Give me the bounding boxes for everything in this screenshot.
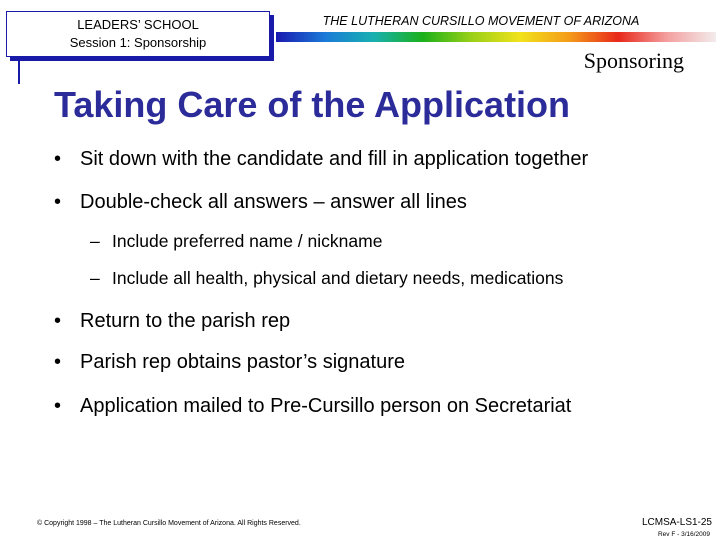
school-session-box (6, 11, 270, 57)
slide-title: Taking Care of the Application (54, 84, 571, 125)
dash-glyph: – (90, 268, 100, 288)
sub-bullet-item (90, 268, 563, 289)
bullet-text: Parish rep obtains pastor’s signature (80, 351, 405, 373)
bullet-glyph: • (54, 395, 62, 417)
bullet-text: Double-check all answers – answer all lines (80, 191, 467, 213)
decorative-rule (18, 60, 20, 84)
sub-bullet-text: Include all health, physical and dietary needs, medications (112, 268, 564, 288)
dash-glyph: – (90, 231, 100, 251)
bullet-glyph: • (54, 351, 62, 373)
bullet-item (54, 191, 467, 214)
bullet-item (54, 148, 588, 171)
rainbow-bar (276, 32, 716, 42)
bullet-glyph: • (54, 310, 62, 332)
sub-bullet-item (90, 231, 382, 252)
revision-date: Rev F - 3/16/2009 (657, 531, 710, 538)
document-reference: LCMSA-LS1-25 (641, 517, 712, 528)
bullet-text: Return to the parish rep (80, 310, 291, 332)
sub-bullet-text: Include preferred name / nickname (112, 231, 383, 251)
school-name: LEADERS’ SCHOOL (77, 17, 199, 32)
bullet-item (54, 351, 405, 374)
session-name: Session 1: Sponsorship (69, 35, 207, 50)
bullet-glyph: • (54, 148, 62, 170)
copyright-notice: © Copyright 1998 – The Lutheran Cursillo Movement of Arizona. All Rights Reserved. (37, 520, 301, 527)
bullet-text: Application mailed to Pre-Cursillo person on Secretariat (80, 395, 572, 417)
bullet-glyph: • (54, 191, 62, 213)
bullet-text: Sit down with the candidate and fill in application together (80, 148, 589, 170)
organization-title: THE LUTHERAN CURSILLO MOVEMENT OF ARIZONA (322, 14, 640, 28)
bullet-item (54, 310, 290, 333)
bullet-item (54, 395, 571, 418)
section-label: Sponsoring (583, 48, 684, 73)
